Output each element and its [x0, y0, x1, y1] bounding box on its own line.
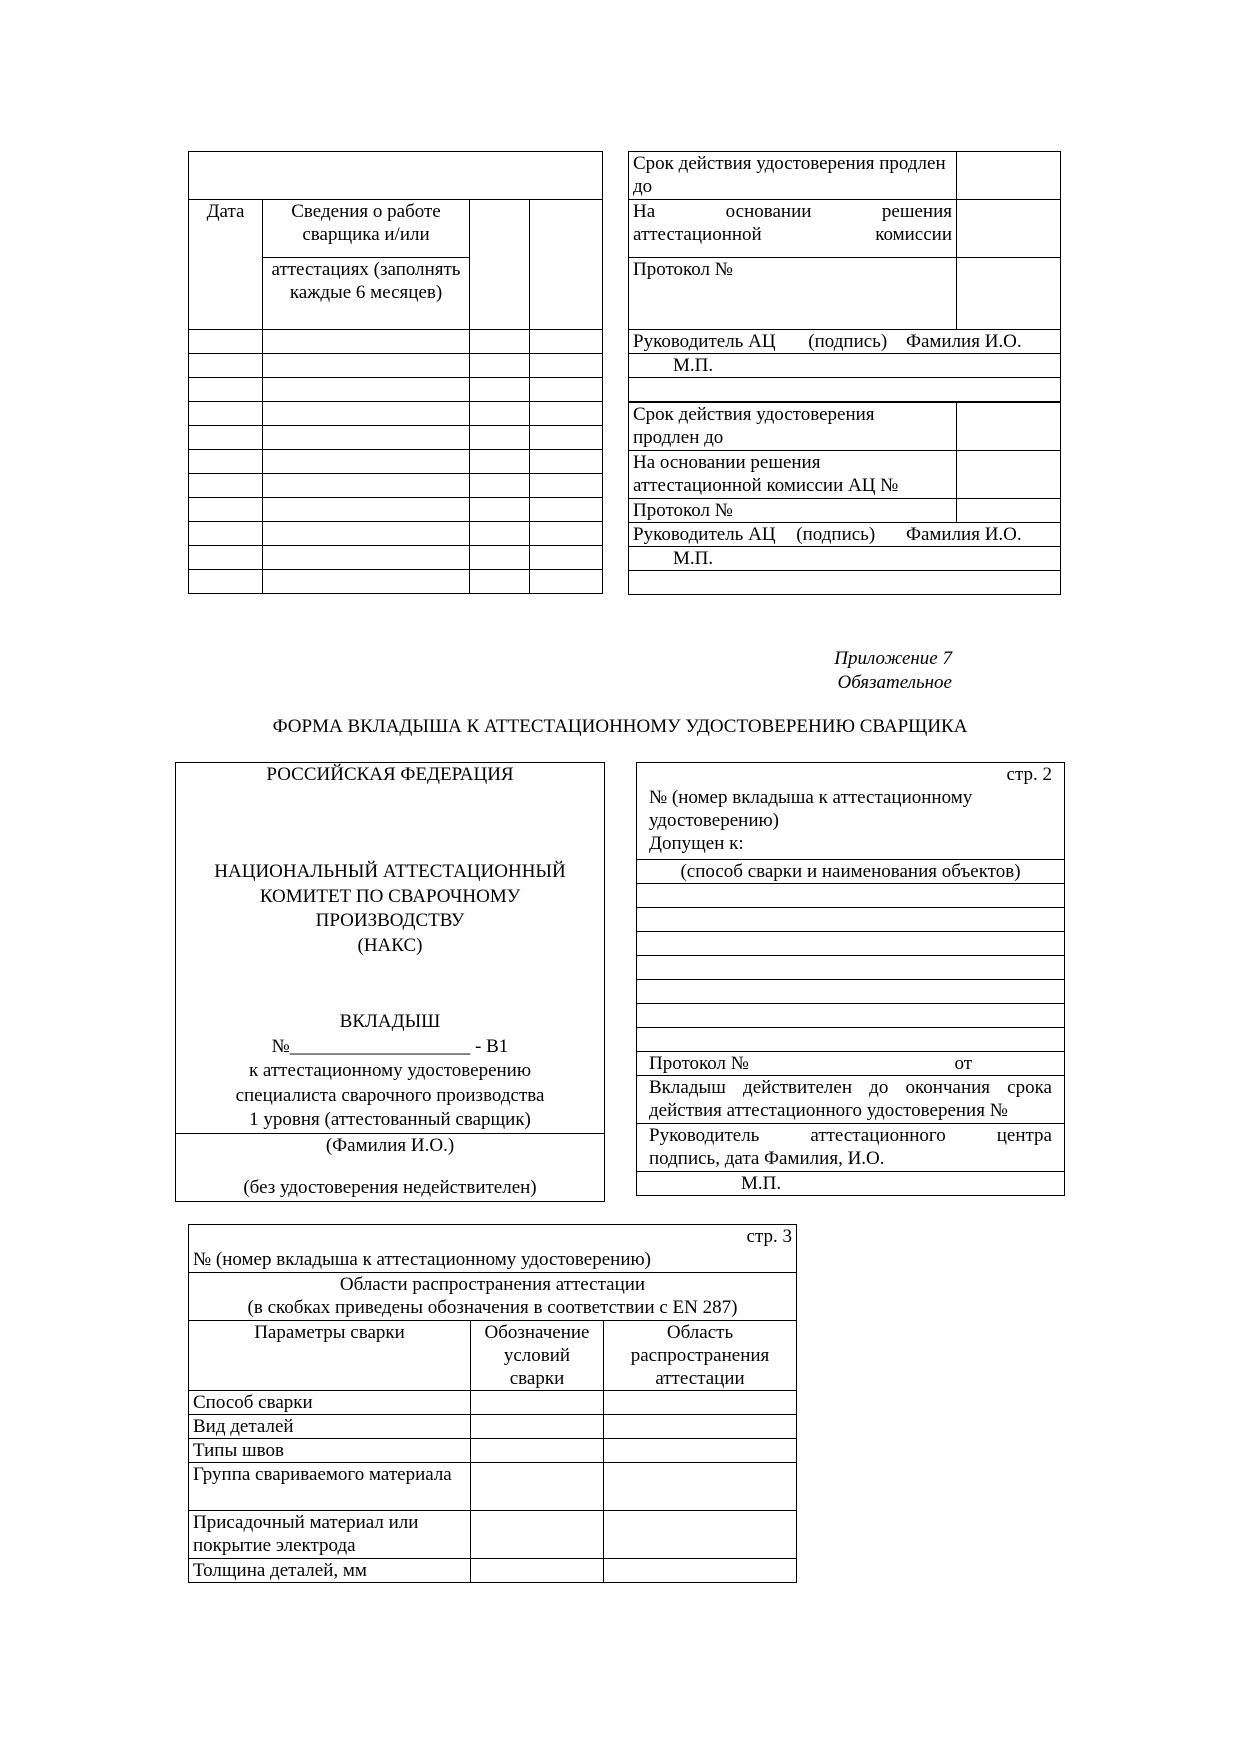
work-info-header-1: Сведения о работе сварщика и/или — [263, 200, 470, 258]
org-line-1: НАЦИОНАЛЬНЫЙ АТТЕСТАЦИОННЫЙ — [214, 861, 566, 882]
record-table — [188, 151, 603, 594]
valid-until-value — [957, 152, 1061, 200]
record-cell — [470, 570, 530, 594]
record-row — [189, 402, 603, 426]
method-blank-cell — [637, 908, 1065, 932]
insert-page-3 — [188, 1224, 797, 1583]
org-abbreviation: (НАКС) — [357, 934, 423, 956]
record-row — [189, 450, 603, 474]
appendix-caption — [834, 647, 952, 695]
record-cell — [530, 450, 603, 474]
page3-header-cell — [189, 1225, 797, 1273]
param-row-designation — [471, 1559, 604, 1583]
fullname-label: Фамилия И.О. — [905, 331, 1022, 352]
col-params-header: Параметры сварки — [189, 1321, 471, 1391]
insert-title: ВКЛАДЫШ — [339, 1011, 441, 1032]
head-signature-row — [629, 330, 1061, 354]
record-cell — [189, 474, 263, 498]
method-blank-cell — [637, 932, 1065, 956]
record-cell — [189, 522, 263, 546]
param-row-scope — [604, 1463, 797, 1511]
record-cell — [470, 474, 530, 498]
record-cell — [470, 498, 530, 522]
page3-label: стр. 3 — [746, 1226, 792, 1247]
record-cell — [263, 450, 470, 474]
record-row — [189, 570, 603, 594]
method-blank-cell — [637, 1004, 1065, 1028]
head-signature-row-2 — [629, 523, 1061, 547]
method-blank-row — [637, 1004, 1065, 1028]
appendix-number: Приложение 7 — [834, 648, 952, 669]
record-cell — [189, 546, 263, 570]
record-row — [189, 330, 603, 354]
fullname-placeholder: (Фамилия И.О.) — [325, 1135, 455, 1156]
method-header: (способ сварки и наименования объектов) — [637, 860, 1065, 884]
record-cell — [263, 522, 470, 546]
record-cell — [189, 498, 263, 522]
org-line-2: КОМИТЕТ ПО СВАРОЧНОМУ — [259, 885, 521, 907]
record-cell — [263, 546, 470, 570]
valid-until-line-2: продлен до — [633, 427, 724, 448]
record-cell — [189, 570, 263, 594]
scope-note: (в скобках приведены обозначения в соответствии с EN 287) — [247, 1297, 738, 1318]
record-cell — [263, 378, 470, 402]
record-cell — [263, 474, 470, 498]
based-on-label-2 — [629, 451, 957, 499]
insert-page-1 — [175, 762, 605, 1202]
param-row-scope — [604, 1439, 797, 1463]
blank-header-col3 — [470, 200, 530, 330]
param-row-scope — [604, 1559, 797, 1583]
valid-until-line-1: Срок действия удостоверения — [633, 404, 875, 425]
signature-label: (подпись) — [808, 331, 888, 352]
record-cell — [470, 378, 530, 402]
stamp-label-2: М.П. — [629, 547, 1061, 571]
record-cell — [263, 354, 470, 378]
stamp-label: М.П. — [629, 354, 1061, 378]
param-row-label: Типы швов — [189, 1439, 471, 1463]
param-row-designation — [471, 1415, 604, 1439]
param-row-label: Способ сварки — [189, 1391, 471, 1415]
param-row-scope — [604, 1511, 797, 1559]
param-row-label: Толщина деталей, мм — [189, 1559, 471, 1583]
param-row-label: Присадочный материал или покрытие электрода — [189, 1511, 471, 1559]
param-row-label: Вид деталей — [189, 1415, 471, 1439]
record-cell — [189, 378, 263, 402]
to-cert-line-2: специалиста сварочного производства — [235, 1084, 545, 1106]
valid-until-label: Срок действия удостоверения продлен до — [629, 152, 957, 200]
page2-protocol: Протокол № — [649, 1053, 749, 1074]
scope-title: Области распространения аттестации — [339, 1274, 646, 1295]
protocol-value-2 — [957, 499, 1061, 523]
record-cell — [189, 450, 263, 474]
protocol-value — [957, 258, 1061, 330]
page2-head-cell — [637, 1124, 1065, 1172]
record-cell — [263, 330, 470, 354]
insert-page-2 — [636, 762, 1065, 1196]
extension-block-2 — [628, 402, 1061, 595]
record-row — [189, 522, 603, 546]
organization-block — [176, 860, 604, 958]
based-on-line-1: На основании решения — [633, 452, 821, 473]
record-row — [189, 474, 603, 498]
record-cell — [530, 354, 603, 378]
based-on-text: На основании решения аттестационной комиссии — [633, 201, 952, 245]
method-blank-row — [637, 932, 1065, 956]
record-row — [189, 426, 603, 450]
based-on-label — [629, 200, 957, 258]
record-cell — [470, 330, 530, 354]
page3-number-line: № (номер вкладыша к аттестационному удостоверению) — [193, 1249, 652, 1270]
signature-label-2: (подпись) — [796, 524, 876, 545]
record-cell — [530, 474, 603, 498]
page2-protocol-from: от — [954, 1053, 973, 1074]
method-blank-cell — [637, 884, 1065, 908]
page2-head-text: Руководитель аттестационного центра — [649, 1125, 1052, 1146]
based-on-value-2 — [957, 451, 1061, 499]
method-blank-cell — [637, 980, 1065, 1004]
record-cell — [530, 546, 603, 570]
protocol-label-2: Протокол № — [629, 499, 957, 523]
valid-until-value-2 — [957, 403, 1061, 451]
work-info-header-2: аттестациях (заполнять каждые 6 месяцев) — [263, 258, 470, 330]
country-name: РОССИЙСКАЯ ФЕДЕРАЦИЯ — [266, 764, 514, 785]
record-cell — [470, 522, 530, 546]
appendix-status: Обязательное — [837, 672, 952, 693]
record-cell — [470, 426, 530, 450]
param-row-designation — [471, 1511, 604, 1559]
record-cell — [263, 426, 470, 450]
record-cell — [189, 354, 263, 378]
record-cell — [530, 498, 603, 522]
record-table-blank-header — [189, 152, 603, 200]
record-cell — [530, 426, 603, 450]
scope-title-cell — [189, 1273, 797, 1321]
page2-header-cell — [637, 763, 1065, 860]
record-cell — [470, 354, 530, 378]
param-row-designation — [471, 1439, 604, 1463]
record-cell — [530, 522, 603, 546]
record-cell — [189, 402, 263, 426]
record-cell — [263, 402, 470, 426]
blank-row-2 — [629, 571, 1061, 595]
to-cert-line-1: к аттестационному удостоверению — [248, 1060, 532, 1081]
page2-number-line: № (номер вкладыша к аттестационному удостоверению) — [649, 787, 973, 831]
record-row — [189, 498, 603, 522]
page2-stamp: М.П. — [637, 1172, 1065, 1196]
org-line-3: ПРОИЗВОДСТВУ — [315, 910, 465, 931]
page2-admitted: Допущен к: — [649, 833, 744, 854]
param-row-scope — [604, 1391, 797, 1415]
based-on-value — [957, 200, 1061, 258]
valid-until-label-2 — [629, 403, 957, 451]
method-blank-row — [637, 908, 1065, 932]
method-blank-row — [637, 884, 1065, 908]
page2-label: стр. 2 — [1006, 764, 1052, 785]
record-row — [189, 378, 603, 402]
record-row — [189, 354, 603, 378]
insert-number: №___________________ - В1 — [271, 1035, 509, 1057]
record-cell — [530, 378, 603, 402]
fullname-label-2: Фамилия И.О. — [905, 524, 1022, 545]
record-cell — [530, 570, 603, 594]
param-row-designation — [471, 1391, 604, 1415]
protocol-label: Протокол № — [629, 258, 957, 330]
insert-title-block — [176, 1010, 604, 1133]
method-blank-row — [637, 956, 1065, 980]
page2-protocol-row — [637, 1052, 1065, 1076]
date-header: Дата — [189, 200, 263, 330]
record-cell — [470, 546, 530, 570]
page2-sign-text: подпись, дата Фамилия, И.О. — [649, 1148, 885, 1169]
param-row-designation — [471, 1463, 604, 1511]
to-cert-line-3: 1 уровня (аттестованный сварщик) — [249, 1109, 531, 1130]
head-label: Руководитель АЦ — [633, 331, 776, 352]
method-blank-row — [637, 980, 1065, 1004]
col-designation-header: Обозначение условий сварки — [471, 1321, 604, 1391]
page2-valid-text: Вкладыш действителен до окончания срока действия аттестационного удостоверения № — [637, 1076, 1065, 1124]
record-row — [189, 546, 603, 570]
form-title: ФОРМА ВКЛАДЫША К АТТЕСТАЦИОННОМУ УДОСТОВЕРЕНИЮ СВАРЩИКА — [272, 716, 968, 737]
invalid-note: (без удостоверения недействителен) — [243, 1177, 537, 1198]
head-label-2: Руководитель АЦ — [633, 524, 776, 545]
record-cell — [263, 498, 470, 522]
method-blank-row — [637, 1028, 1065, 1052]
record-cell — [470, 450, 530, 474]
record-cell — [189, 330, 263, 354]
record-cell — [189, 426, 263, 450]
method-blank-cell — [637, 956, 1065, 980]
param-row-scope — [604, 1415, 797, 1439]
param-row-label: Группа свариваемого материала — [189, 1463, 471, 1511]
based-on-line-2: аттестационной комиссии АЦ № — [633, 475, 899, 496]
blank-header-col4 — [530, 200, 603, 330]
record-cell — [530, 402, 603, 426]
col-scope-header: Область распространения аттестации — [604, 1321, 797, 1391]
record-cell — [530, 330, 603, 354]
record-cell — [263, 570, 470, 594]
method-blank-cell — [637, 1028, 1065, 1052]
record-cell — [470, 402, 530, 426]
blank-row — [629, 378, 1061, 402]
extension-block-1 — [628, 151, 1061, 402]
